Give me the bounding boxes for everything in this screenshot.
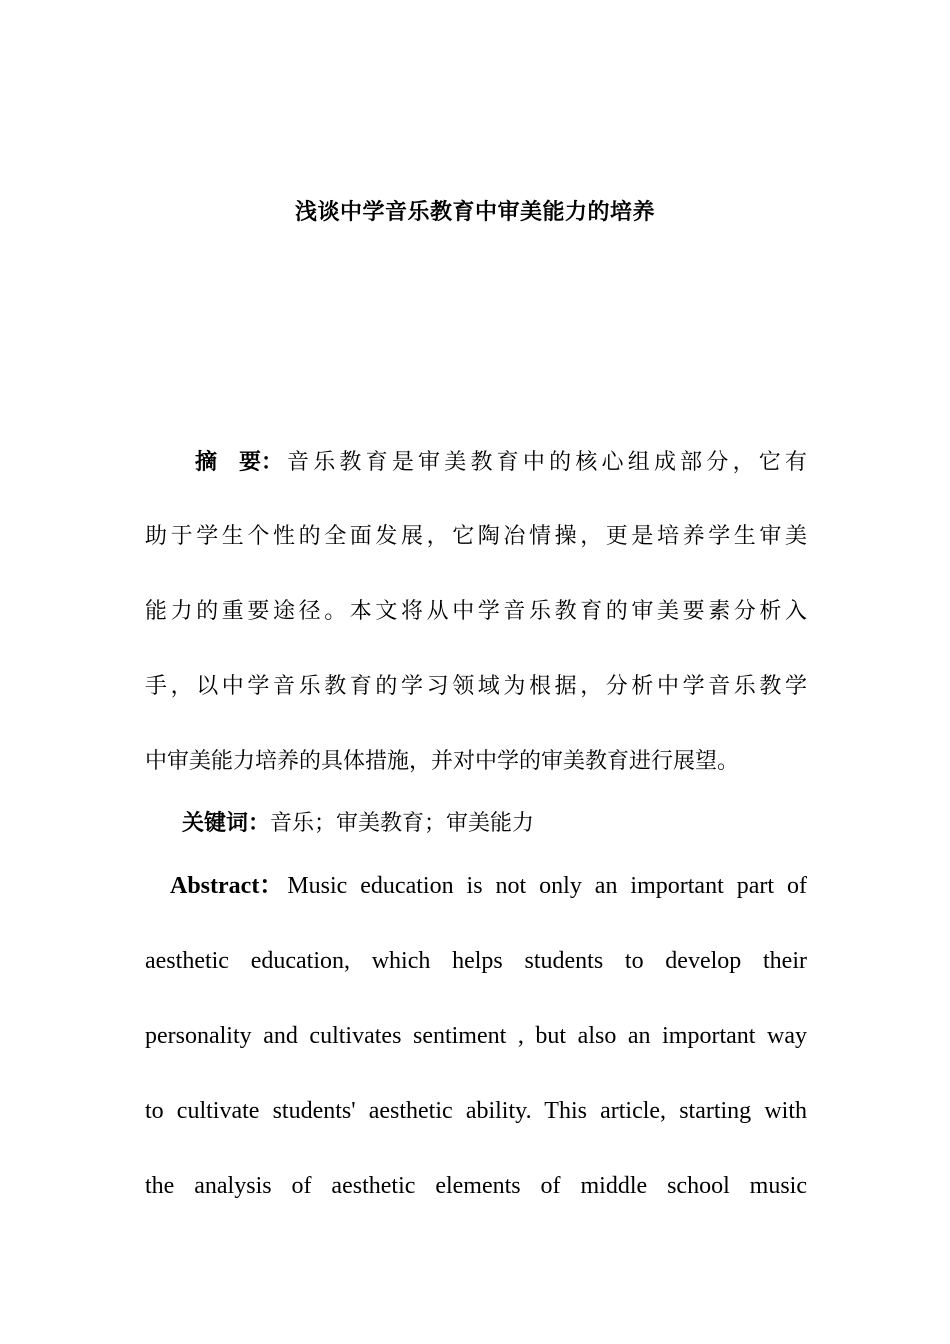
- abstract-cn-label: 摘 要：: [195, 450, 284, 475]
- abstract-cn-line-2: 助于学生个性的全面发展，它陶冶情操，更是培养学生审美: [145, 524, 807, 549]
- keywords-cn: [182, 807, 534, 841]
- keywords-cn-text: 音乐；审美教育；审美能力: [270, 811, 535, 836]
- abstract-cn-text: 音乐教育是审美教育中的核心组成部分，它有: [287, 450, 807, 475]
- paper-title: 浅谈中学音乐教育中审美能力的培养: [294, 200, 655, 225]
- abstract-cn-line-1: [195, 446, 807, 480]
- abstract-cn-line-5: 中审美能力培养的具体措施，并对中学的审美教育进行展望。: [145, 749, 740, 774]
- abstract-en-line-1: [170, 869, 807, 903]
- abstract-en-text: Music education is not only an important part of: [287, 873, 807, 899]
- abstract-en-label: Abstract：: [170, 873, 284, 899]
- abstract-en-line-3: personality and cultivates sentiment , but also an important way: [145, 1023, 807, 1049]
- abstract-cn-line-4: 手，以中学音乐教育的学习领域为根据，分析中学音乐教学: [145, 674, 807, 699]
- abstract-cn-line-3: 能力的重要途径。本文将从中学音乐教育的审美要素分析入: [145, 599, 807, 624]
- abstract-en-line-5: the analysis of aesthetic elements of middle school music: [145, 1173, 807, 1199]
- keywords-cn-label: 关键词：: [182, 811, 271, 836]
- abstract-en-line-4: to cultivate students' aesthetic ability. This article, starting with: [145, 1098, 807, 1124]
- abstract-en-line-2: aesthetic education, which helps students to develop their: [145, 948, 807, 974]
